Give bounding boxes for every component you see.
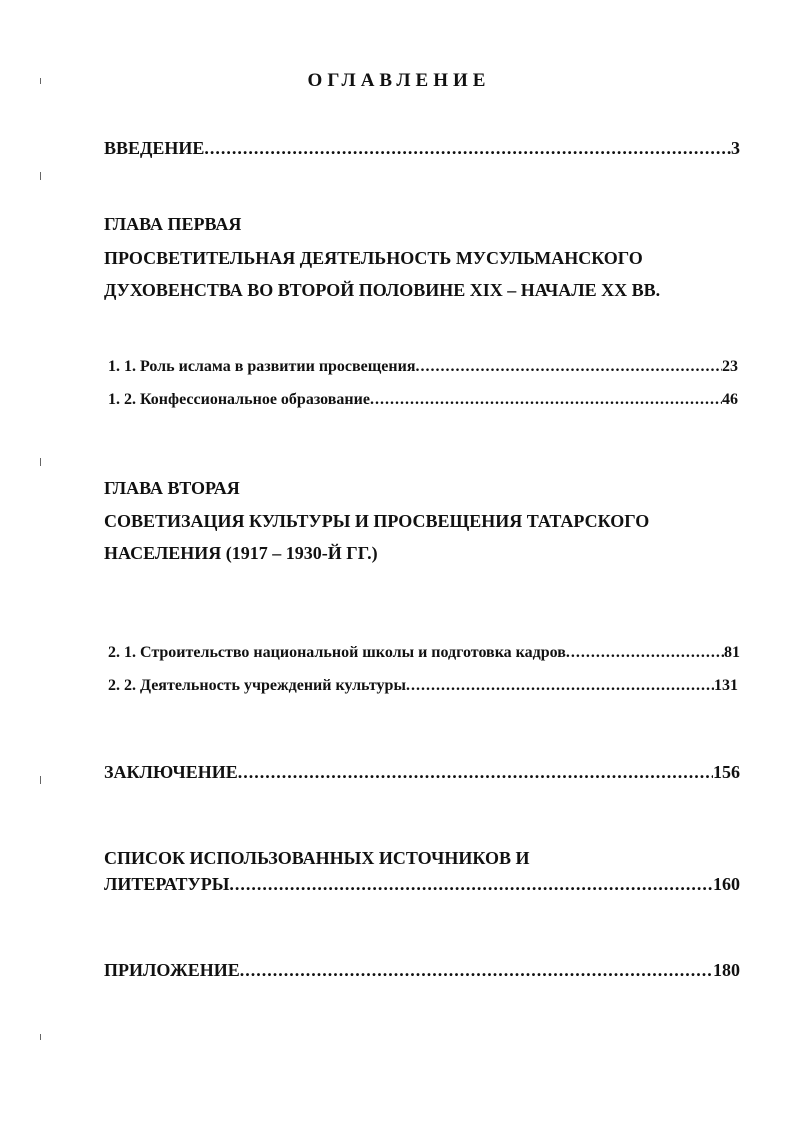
- entry-label: ВВЕДЕНИЕ: [104, 138, 205, 158]
- dot-leader: [238, 762, 713, 783]
- dot-leader: [370, 391, 722, 409]
- dot-leader: [406, 677, 714, 695]
- chapter1-heading: ГЛАВА ПЕРВАЯ: [104, 214, 242, 234]
- page-number: 81: [724, 644, 740, 661]
- chapter2-title-line2: НАСЕЛЕНИЯ (1917 – 1930-Й ГГ.): [104, 543, 378, 563]
- scan-mark: [40, 458, 41, 466]
- toc-entry-conclusion[interactable]: [104, 762, 740, 783]
- chapter2-title-line1: СОВЕТИЗАЦИЯ КУЛЬТУРЫ И ПРОСВЕЩЕНИЯ ТАТАРСКОГО: [104, 511, 650, 531]
- toc-entry-bibliography[interactable]: [104, 874, 740, 895]
- toc-entry-appendix[interactable]: [104, 960, 740, 981]
- entry-label: 1. 1. Роль ислама в развитии просвещения: [108, 358, 416, 375]
- toc-entry-section-1-2[interactable]: [108, 391, 738, 409]
- dot-leader: [415, 358, 722, 376]
- scan-mark: [40, 172, 41, 180]
- entry-label: ЗАКЛЮЧЕНИЕ: [104, 762, 238, 782]
- dot-leader: [229, 874, 713, 895]
- entry-label: 2. 2. Деятельность учреждений культуры: [108, 677, 406, 694]
- page-number: 180: [713, 960, 740, 980]
- dot-leader: [240, 960, 713, 981]
- toc-entry-section-2-2[interactable]: [108, 677, 738, 695]
- toc-entry-section-2-1[interactable]: [108, 644, 740, 662]
- chapter1-title-line1: ПРОСВЕТИТЕЛЬНАЯ ДЕЯТЕЛЬНОСТЬ МУСУЛЬМАНСКОГО: [104, 248, 643, 268]
- page-number: 23: [722, 358, 738, 375]
- entry-label: 1. 2. Конфессиональное образование: [108, 391, 370, 408]
- page-number: 46: [722, 391, 738, 408]
- chapter2-heading: ГЛАВА ВТОРАЯ: [104, 478, 240, 498]
- bibliography-label-line1: СПИСОК ИСПОЛЬЗОВАННЫХ ИСТОЧНИКОВ И: [104, 848, 530, 868]
- page-number: 3: [731, 138, 740, 158]
- toc-entry-introduction[interactable]: [104, 138, 740, 159]
- page-number: 131: [714, 677, 738, 694]
- dot-leader: [566, 644, 724, 662]
- scan-mark: [40, 776, 41, 784]
- entry-label: 2. 1. Строительство национальной школы и подготовка кадров: [108, 644, 566, 661]
- dot-leader: [204, 138, 731, 159]
- entry-label: ПРИЛОЖЕНИЕ: [104, 960, 240, 980]
- page-title: ОГЛАВЛЕНИЕ: [307, 70, 491, 91]
- page-number: 156: [713, 762, 740, 782]
- entry-label: ЛИТЕРАТУРЫ: [104, 874, 230, 894]
- chapter1-title-line2: ДУХОВЕНСТВА ВО ВТОРОЙ ПОЛОВИНЕ XIX – НАЧАЛЕ XX ВВ.: [104, 280, 661, 300]
- page-number: 160: [713, 874, 740, 894]
- toc-entry-section-1-1[interactable]: [108, 358, 738, 376]
- scan-mark: [40, 1034, 41, 1040]
